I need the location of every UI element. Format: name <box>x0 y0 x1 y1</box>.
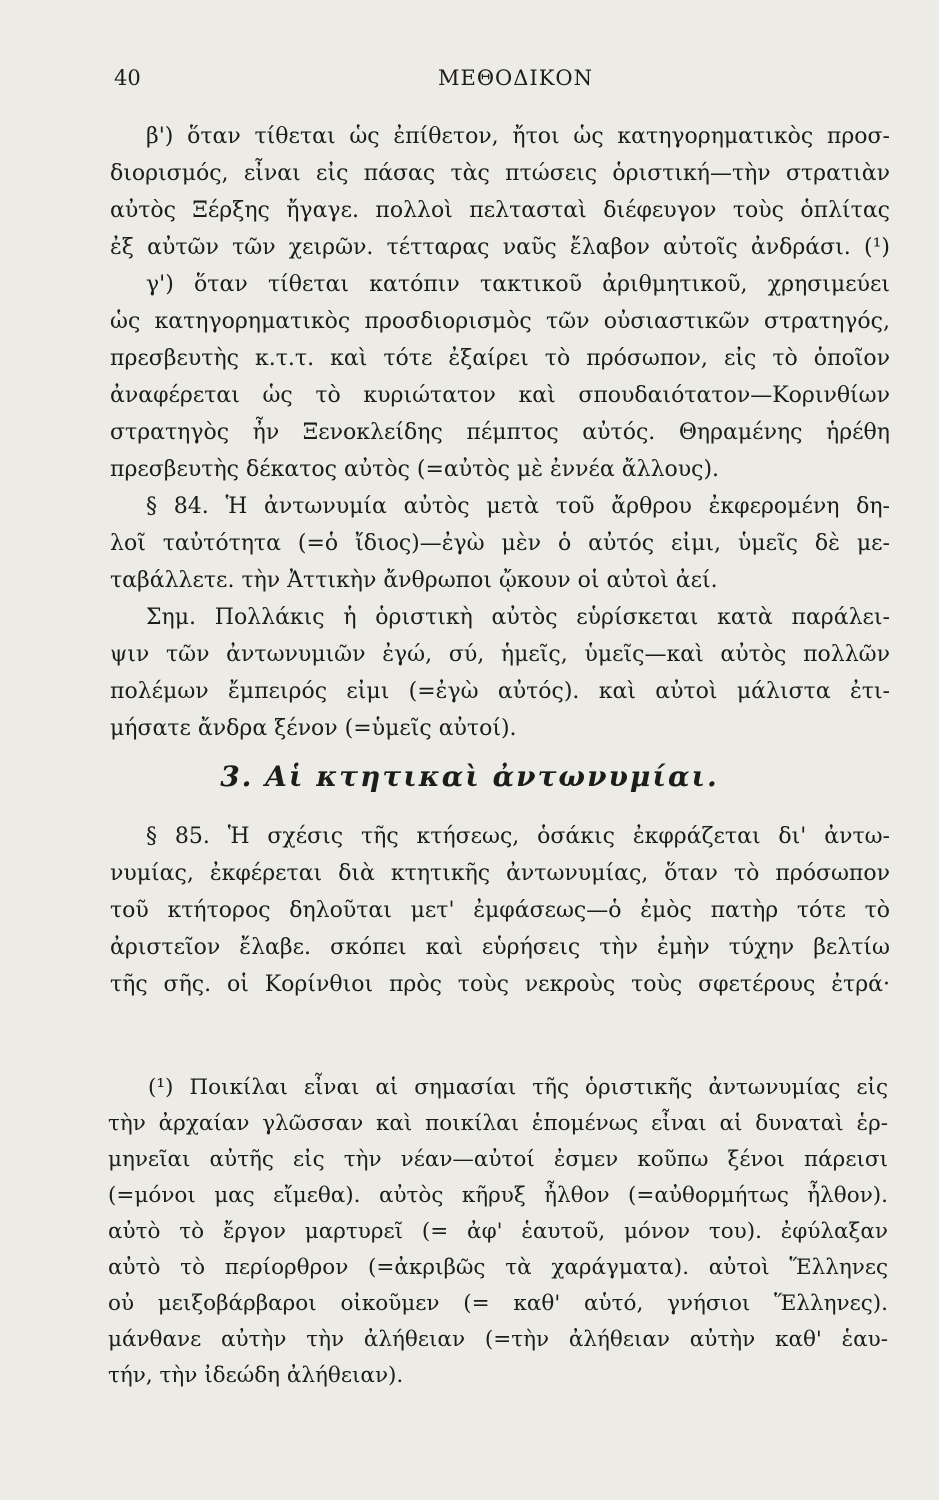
footnote-line: τήν, τὴν ἰδεώδη ἀλήθειαν). <box>108 1363 404 1388</box>
text-line: αὐτὸς Ξέρξης ἤγαγε. πολλοὶ πελτασταὶ διέφευγον τοὺς ὁπλίτας <box>110 198 890 223</box>
footnote-line: αὐτὸ τὸ ἔργον μαρτυρεῖ (= ἀφ' ἑαυτοῦ, μόνον του). ἐφύλαξαν <box>108 1219 888 1244</box>
text-line: § 85. Ἡ σχέσις τῆς κτήσεως, ὁσάκις ἐκφράζεται δι' ἀντω- <box>146 824 890 849</box>
text-line: ἐξ αὐτῶν τῶν χειρῶν. τέτταρας ναῦς ἔλαβον αὐτοῖς ἀνδράσι. (¹) <box>110 235 890 260</box>
page-number: 40 <box>114 66 141 90</box>
section-heading: 3. Αἱ κτητικαὶ ἀντωνυμίαι. <box>220 760 719 793</box>
page-header <box>114 66 867 98</box>
text-line: ταβάλλετε. τὴν Ἀττικὴν ἄνθρωποι ᾤκουν οἱ αὐτοὶ ἀεί. <box>110 568 718 593</box>
text-line: § 84. Ἡ ἀντωνυμία αὐτὸς μετὰ τοῦ ἄρθρου ἐκφερομένη δη- <box>146 494 890 519</box>
text-line: διορισμός, εἶναι εἰς πάσας τὰς πτώσεις ὁριστική—τὴν στρατιὰν <box>110 161 890 186</box>
text-line: γ') ὅταν τίθεται κατόπιν τακτικοῦ ἀριθμητικοῦ, χρησιμεύει <box>146 272 890 297</box>
footnote-line: τὴν ἀρχαίαν γλῶσσαν καὶ ποικίλαι ἑπομένως εἶναι αἱ δυναταὶ ἑρ- <box>108 1111 888 1136</box>
text-line: πρεσβευτὴς κ.τ.τ. καὶ τότε ἐξαίρει τὸ πρόσωπον, εἰς τὸ ὁποῖον <box>110 346 890 371</box>
text-line: β') ὅταν τίθεται ὡς ἐπίθετον, ἤτοι ὡς κατηγορηματικὸς προσ- <box>146 124 890 149</box>
text-line: ἀναφέρεται ὡς τὸ κυριώτατον καὶ σπουδαιότατον—Κορινθίων <box>110 383 890 408</box>
text-line: μήσατε ἄνδρα ξένον (=ὑμεῖς αὐτοί). <box>110 716 517 741</box>
text-line: πρεσβευτὴς δέκατος αὐτὸς (=αὐτὸς μὲ ἐννέα ἄλλους). <box>110 457 720 482</box>
footnote-line: (=μόνοι μας εἴμεθα). αὐτὸς κῆρυξ ἦλθον (=αὐθορμήτως ἦλθον). <box>108 1183 888 1208</box>
text-line: τῆς σῆς. οἱ Κορίνθιοι πρὸς τοὺς νεκροὺς τοὺς σφετέρους ἐτρά· <box>110 972 890 997</box>
text-line: ἀριστεῖον ἔλαβε. σκόπει καὶ εὑρήσεις τὴν ἐμὴν τύχην βελτίω <box>110 935 890 960</box>
text-line: λοῖ ταὐτότητα (=ὁ ἴδιος)—ἐγὼ μὲν ὁ αὐτός εἰμι, ὑμεῖς δὲ με- <box>110 531 890 556</box>
text-line: νυμίας, ἐκφέρεται διὰ κτητικῆς ἀντωνυμίας, ὅταν τὸ πρόσωπον <box>110 861 890 886</box>
footnote-line: (¹) Ποικίλαι εἶναι αἱ σημασίαι τῆς ὁριστικῆς ἀντωνυμίας εἰς <box>148 1075 888 1100</box>
footnote-line: μηνεῖαι αὐτῆς εἰς τὴν νέαν—αὐτοί ἐσμεν κοῦπω ξένοι πάρεισι <box>108 1147 888 1172</box>
footnote-line: οὐ μειξοβάρβαροι οἰκοῦμεν (= καθ' αὑτό, γνήσιοι Ἕλληνες). <box>108 1291 888 1316</box>
text-line: στρατηγὸς ἦν Ξενοκλείδης πέμπτος αὐτός. Θηραμένης ἡρέθη <box>110 420 890 445</box>
text-line: ὡς κατηγορηματικὸς προσδιορισμὸς τῶν οὐσιαστικῶν στρατηγός, <box>110 309 890 334</box>
text-line: τοῦ κτήτορος δηλοῦται μετ' ἐμφάσεως—ὁ ἐμὸς πατὴρ τότε τὸ <box>110 898 890 923</box>
text-line: Σημ. Πολλάκις ἡ ὁριστικὴ αὐτὸς εὑρίσκεται κατὰ παράλει- <box>146 605 890 630</box>
text-line: ψιν τῶν ἀντωνυμιῶν ἐγώ, σύ, ἡμεῖς, ὑμεῖς—καὶ αὐτὸς πολλῶν <box>110 642 890 667</box>
text-line: πολέμων ἔμπειρός εἰμι (=ἐγὼ αὐτός). καὶ αὐτοὶ μάλιστα ἐτι- <box>110 679 890 704</box>
footnote-line: αὐτὸ τὸ περίορθρον (=ἀκριβῶς τὰ χαράγματα). αὐτοὶ Ἕλληνες <box>108 1255 888 1280</box>
footnote-line: μάνθανε αὐτὴν τὴν ἀλήθειαν (=τὴν ἀλήθειαν αὐτὴν καθ' ἑαυ- <box>108 1327 888 1352</box>
running-title: ΜΕΘΟΔΙΚΟΝ <box>437 66 593 90</box>
